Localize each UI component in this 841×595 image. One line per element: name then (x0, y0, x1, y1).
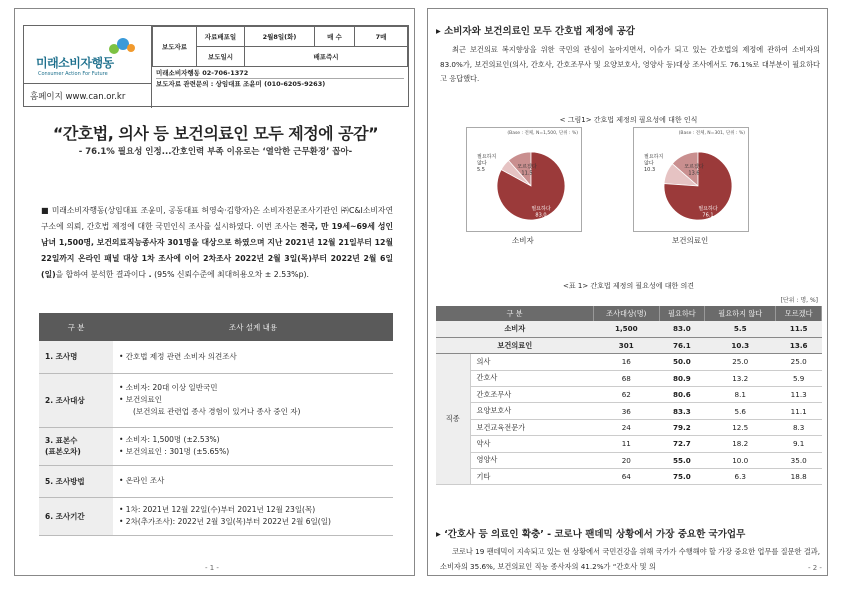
slice-value: 않다 (477, 160, 487, 167)
survey-row (39, 341, 393, 373)
occupation-cell-n: 36 (594, 403, 659, 419)
square-bullet-icon: ■ (41, 206, 49, 215)
summary-cell-n: 301 (594, 337, 659, 353)
occupation-row (436, 452, 822, 468)
occupation-label: 요양보호사 (470, 403, 594, 419)
survey-row-key: 3. 표본수 (표본오차) (39, 427, 113, 465)
occupation-cell-noneed: 25.0 (705, 354, 776, 370)
survey-item: • 2차(추가조사): 2022년 2월 3일(목)부터 2022년 2월 6일(일) (119, 517, 331, 526)
lead-bold-1: 전국, 만 19세~69세 성인 남녀 1,500명, 보건의료직능종사자 301명을 대상으로 하였으며 지난 2021년 12월 21일부터 12월 22일까지 온라인 패널 대상 1차 조사에 이어 2차조사 2022년 2월 3일(목)부터 2022년 2월 6일(일) (41, 222, 393, 279)
publish-value: 배포즉시 (245, 47, 408, 67)
occupation-cell-unknown: 9.1 (776, 436, 822, 452)
chart-title-consumer: 소비자 (512, 236, 534, 245)
occupation-label: 간호조무사 (470, 387, 594, 403)
homepage: 홈페이지 www.can.or.kr (24, 84, 152, 108)
summary-label: 소비자 (436, 321, 594, 337)
summary-cell-noneed: 10.3 (705, 337, 776, 353)
occupation-cell-n: 64 (594, 469, 659, 485)
logo (24, 26, 152, 84)
occupation-cell-noneed: 13.2 (705, 370, 776, 386)
occupation-cell-unknown: 25.0 (776, 354, 822, 370)
necessity-table (436, 306, 822, 485)
occupation-cell-noneed: 8.1 (705, 387, 776, 403)
page-2 (427, 8, 828, 576)
survey-item: • 간호법 제정 관련 소비자 의견조사 (119, 351, 237, 361)
occupation-cell-n: 62 (594, 387, 659, 403)
chart-base-health-workers: (Base : 전체, N=301, 단위 : %) (678, 131, 745, 136)
need-header-noneed: 필요하지 않다 (705, 306, 776, 321)
summary-cell-noneed: 5.5 (705, 321, 776, 337)
pie-chart-consumer (466, 127, 582, 232)
occupation-label: 약사 (470, 436, 594, 452)
table-unit: [단위 : 명, %] (780, 297, 818, 304)
section-1-title: ▸ 소비자와 보건의료인 모두 간호법 제정에 공감 (436, 26, 635, 37)
occupation-cell-n: 68 (594, 370, 659, 386)
summary-cell-n: 1,500 (594, 321, 659, 337)
publish-label: 보도일시 (197, 47, 245, 67)
pie-svg (467, 128, 583, 233)
occupation-row (436, 403, 822, 419)
occupation-cell-unknown: 5.9 (776, 370, 822, 386)
occupation-cell-unknown: 18.8 (776, 469, 822, 485)
occupation-cell-noneed: 12.5 (705, 419, 776, 435)
lead-text-3: (95% 신뢰수준에 최대허용오차 ± 2.53%p). (151, 270, 310, 279)
lead-text-2: 을 합하여 분석한 결과이다 (55, 270, 146, 279)
summary-cell-need: 76.1 (659, 337, 705, 353)
slice-value: 10.3 (644, 167, 656, 173)
survey-header-content: 조사 설계 내용 (113, 313, 393, 341)
occupation-cell-unknown: 8.3 (776, 419, 822, 435)
occupation-row (436, 469, 822, 485)
survey-row-key: 2. 조사대상 (39, 373, 113, 427)
slice-label: 필요하다 (531, 206, 551, 212)
slice-label: 필요하다 (698, 206, 718, 212)
logo-text: 미래소비자행동 (36, 56, 114, 70)
survey-row-key: 5. 조사방법 (39, 465, 113, 497)
page-1 (14, 8, 415, 576)
survey-row-content (113, 465, 393, 497)
summary-cell-unknown: 11.5 (776, 321, 822, 337)
page-subtitle: - 76.1% 필요성 인정...간호인력 부족 이유로는 ‘열악한 근무환경’ 꼽아- (78, 147, 353, 157)
pie-svg (634, 128, 750, 233)
need-header-unknown: 모르겠다 (776, 306, 822, 321)
occupation-cell-noneed: 18.2 (705, 436, 776, 452)
occupation-label: 의사 (470, 354, 594, 370)
survey-row-content (113, 341, 393, 373)
occupation-cell-noneed: 10.0 (705, 452, 776, 468)
release-label: 자료배포일 (197, 27, 245, 47)
need-header-n: 조사대상(명) (594, 306, 659, 321)
occupation-label: 기타 (470, 469, 594, 485)
survey-item: (보건의료 관련업 종사 경험이 있거나 종사 중인 자) (133, 407, 301, 416)
occupation-group-label: 직종 (436, 354, 470, 485)
summary-label: 보건의료인 (436, 337, 594, 353)
page-title: “간호법, 의사 등 보건의료인 모두 제정에 공감” (52, 124, 379, 143)
table-caption: <표 1> 간호법 제정의 필요성에 대한 의견 (563, 282, 694, 290)
slice-value: 13.6 (688, 170, 700, 177)
occupation-label: 간호사 (470, 370, 594, 386)
survey-row-content (113, 373, 393, 427)
section-2-title: ▸ ‘간호사 등 의료인 확충’ - 코로나 팬데믹 상황에서 가장 중요한 국가업무 (436, 529, 746, 540)
occupation-row (436, 370, 822, 386)
release-date: 2월8일(화) (245, 27, 315, 47)
occupation-cell-need: 75.0 (659, 469, 705, 485)
survey-row (39, 497, 393, 535)
logo-tagline: Consumer Action For Future (38, 71, 108, 77)
occupation-cell-unknown: 35.0 (776, 452, 822, 468)
chart-title-health-workers: 보건의료인 (672, 236, 709, 245)
lead-paragraph (41, 203, 393, 283)
occupation-cell-need: 79.2 (659, 419, 705, 435)
slice-label: 모르겠다 (684, 164, 704, 170)
occupation-cell-n: 20 (594, 452, 659, 468)
occupation-cell-unknown: 11.3 (776, 387, 822, 403)
occupation-row (436, 354, 822, 370)
pages-label: 매 수 (315, 27, 355, 47)
survey-item: • 보건의료인 (119, 395, 163, 404)
page-number-2: - 2 - (808, 564, 822, 572)
occupation-cell-noneed: 6.3 (705, 469, 776, 485)
occupation-cell-need: 50.0 (659, 354, 705, 370)
occupation-row (436, 387, 822, 403)
slice-value: 않다 (644, 160, 654, 167)
survey-item: • 온라인 조사 (119, 476, 165, 485)
survey-item: • 소비자: 1,500명 (±2.53%) (119, 435, 220, 444)
survey-design-table (39, 313, 393, 536)
slice-label: 필요하지 (477, 154, 497, 160)
summary-cell-need: 83.0 (659, 321, 705, 337)
survey-row-key: 6. 조사기간 (39, 497, 113, 535)
occupation-cell-noneed: 5.6 (705, 403, 776, 419)
occupation-cell-need: 83.3 (659, 403, 705, 419)
occupation-cell-n: 16 (594, 354, 659, 370)
survey-row-content (113, 427, 393, 465)
survey-item: • 1차: 2021년 12월 22일(수)부터 2021년 12월 23일(목) (119, 505, 316, 514)
org-phone: 미래소비자행동 02-706-1372 (156, 68, 404, 79)
section-1-body: 최근 보건의료 복지향상을 위한 국민의 관심이 높아지면서, 이슈가 되고 있는 간호법의 제정에 관하여 소비자의 83.0%가, 보건의료인(의사, 간호사, 간호조무사 및 요양보호사, 영양사 등)대상 조사에서도 76.1%로 대부분이 필요하다고 응답했다. (440, 45, 820, 84)
figure-caption: < 그림1> 간호법 제정의 필요성에 대한 인식 (559, 116, 698, 124)
press-header (23, 25, 409, 107)
summary-row (436, 321, 822, 337)
slice-value: 5.5 (477, 167, 485, 173)
contact-info (152, 66, 408, 108)
survey-row (39, 373, 393, 427)
survey-row (39, 427, 393, 465)
slice-value: 76.1 (702, 212, 714, 219)
lead-text-1: 미래소비자행동(상임대표 조윤미, 공동대표 허영숙·김향자)은 소비자전문조사기관인 ㈜C&I소비자연구소에 의뢰, 간호법 제정에 대한 국민인식 조사를 실시하였다. 이번 조사는 (41, 206, 393, 231)
summary-cell-unknown: 13.6 (776, 337, 822, 353)
pages-value: 7매 (355, 27, 408, 47)
occupation-cell-unknown: 11.1 (776, 403, 822, 419)
need-header-need: 필요하다 (659, 306, 705, 321)
slice-value: 83.0 (535, 212, 547, 219)
occupation-cell-n: 11 (594, 436, 659, 452)
section-2-body: 코로나 19 팬데믹이 지속되고 있는 현 상황에서 국민건강을 위해 국가가 수행해야 할 가장 중요한 업무를 질문한 결과, 소비자의 35.6%, 보건의료인 직능 종사자의 41.2%가 “간호사 및 의 (440, 547, 820, 571)
inquiry: 보도자료 관련문의 : 상임대표 조윤미 (010-6205-9263) (156, 80, 326, 88)
section-1-text (440, 43, 820, 87)
occupation-label: 보건교육전문가 (470, 419, 594, 435)
logo-bubbles-icon (108, 36, 136, 56)
section-2-text (440, 545, 820, 574)
slice-value: 11.5 (521, 170, 533, 177)
survey-item: • 보건의료인 : 301명 (±5.65%) (119, 447, 230, 456)
page-number-1: - 1 - (205, 564, 219, 572)
occupation-row (436, 436, 822, 452)
occupation-cell-need: 80.9 (659, 370, 705, 386)
survey-row (39, 465, 393, 497)
occupation-cell-need: 55.0 (659, 452, 705, 468)
chart-base-consumer: (Base : 전체, N=1,500, 단위 : %) (507, 131, 578, 136)
slice-label: 모르겠다 (517, 164, 537, 170)
slice-label: 필요하지 (644, 154, 664, 160)
need-header-category: 구 분 (436, 306, 594, 321)
occupation-cell-need: 80.6 (659, 387, 705, 403)
summary-row (436, 337, 822, 353)
occupation-cell-need: 72.7 (659, 436, 705, 452)
survey-row-content (113, 497, 393, 535)
survey-item: • 소비자: 20대 이상 일반국민 (119, 383, 218, 392)
press-label: 보도자료 (153, 27, 197, 67)
occupation-label: 영양사 (470, 452, 594, 468)
occupation-row (436, 419, 822, 435)
header-grid (152, 26, 408, 67)
survey-row-key: 1. 조사명 (39, 341, 113, 373)
pie-chart-health-workers (633, 127, 749, 232)
survey-header-category: 구 분 (39, 313, 113, 341)
lead-bold-2: . (145, 270, 152, 279)
occupation-cell-n: 24 (594, 419, 659, 435)
